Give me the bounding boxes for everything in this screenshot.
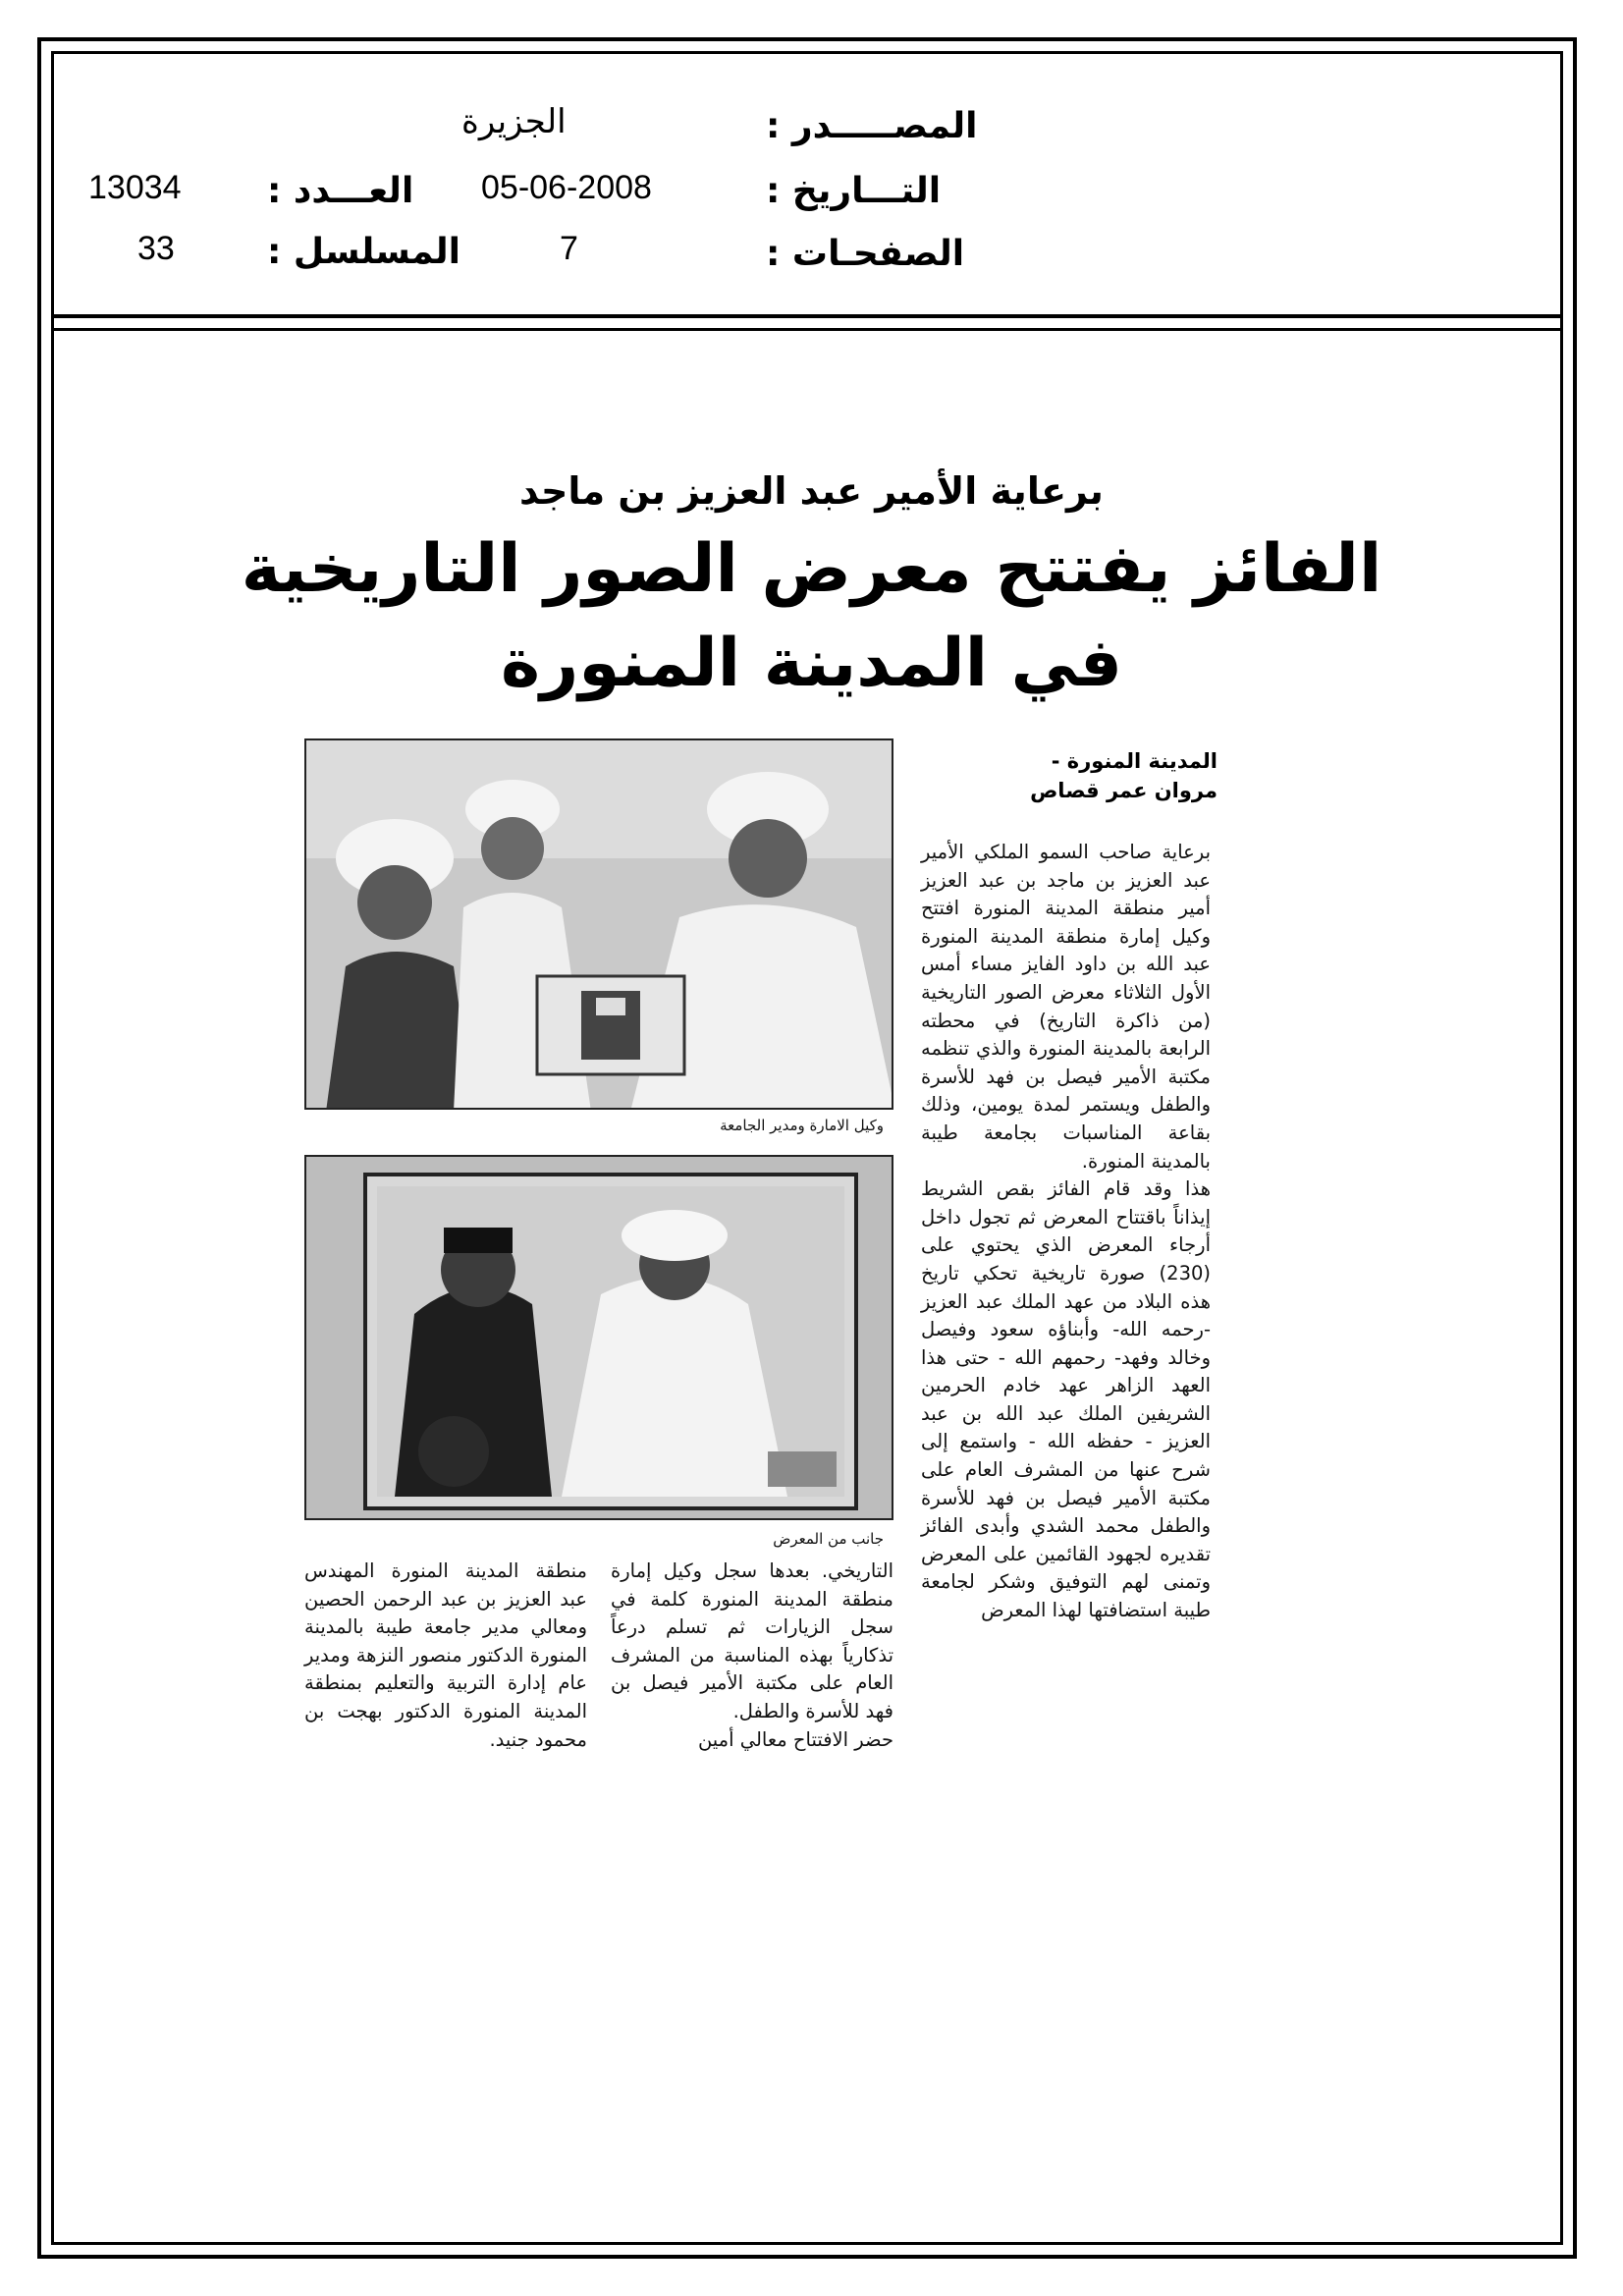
photo-officials-caption: وكيل الامارة ومدير الجامعة (720, 1117, 884, 1134)
article-paragraph: برعاية صاحب السمو الملكي الأمير عبد العزيز بن ماجد بن عبد العزيز أمير منطقة المدينة المنورة افتتح وكيل إمارة منطقة المدينة المنورة عبد الله بن داود الفايز مساء أمس الأول الثلاثاء معرض الصور التاريخية (من ذاكرة التاريخ) في محطته الرابعة بالمدينة المنورة والذي تنظمه مكتبة الأمير فيصل بن فهد للأسرة والطفل ويستمر لمدة يومين، وذلك بقاعة المناسبات بجامعة طيبة بالمدينة المنورة. (921, 841, 1211, 1173)
issue-value: 13034 (88, 169, 182, 206)
article-paragraph: هذا وقد قام الفائز بقص الشريط إيذاناً باقتتاح المعرض ثم تجول داخل أرجاء المعرض الذي يحتوي على (230) صورة تاريخية تحكي تاريخ هذه البلاد من عهد الملك عبد العزيز -رحمه الله- وأبناؤه سعود وفيصل وخالد وفهد- رحمهم الله - حتى هذا العهد الزاهر عهد خادم الحرمين الشريفين الملك عبد الله بن عبد العزيز - حفظه الله - واستمع إلى شرح عنها من المشرف العام على مكتبة الأمير فيصل بن فهد للأسرة والطفل محمد الشدي وأبدى الفائز تقديره لجهود القائمين على المعرض وتمنى لهم التوفيق وشكر لجامعة طيبة استضافتها لهذا المعرض (921, 1177, 1211, 1622)
header-divider-inner (51, 328, 1563, 331)
article-headline-line2: في المدينة المنورة (500, 625, 1123, 702)
article-column-left (304, 1558, 587, 1754)
article-paragraph: منطقة المدينة المنورة المهندس عبد العزيز بن عبد الرحمن الحصين ومعالي مدير جامعة طيبة بالمدينة المنورة الدكتور منصور النزهة ومدير عام إدارة التربية والتعليم بمنطقة المدينة المنورة الدكتور بهجت بن محمود جنيد. (304, 1559, 587, 1751)
date-value: 05-06-2008 (481, 169, 652, 206)
photo-exhibition-caption: جانب من المعرض (773, 1530, 884, 1548)
article-column-right (921, 839, 1211, 1625)
photo-exhibition (304, 1155, 893, 1520)
pages-value: 7 (560, 230, 578, 267)
header-divider (51, 314, 1563, 318)
source-label: المصـــــدر : (766, 106, 978, 146)
serial-label: المسلسل : (267, 232, 461, 272)
source-value: الجزيرة (461, 103, 567, 140)
photo-officials (304, 738, 893, 1110)
article-byline (923, 746, 1217, 805)
photo-exhibition-graphic (306, 1157, 893, 1520)
article-headline-line1: الفائز يفتتح معرض الصور التاريخية (241, 530, 1382, 608)
photo-officials-graphic (306, 740, 893, 1110)
byline-location: المدينة المنورة - (1051, 749, 1217, 773)
article-kicker: برعاية الأمير عبد العزيز بن ماجد (519, 469, 1104, 513)
article-paragraph: حضر الافتتاح معالي أمين (697, 1727, 893, 1751)
article-paragraph: التاريخي. بعدها سجل وكيل إمارة منطقة المدينة المنورة كلمة في سجل الزيارات ثم تسلم درعاً تذكارياً بهذه المناسبة من المشرف العام على مكتبة الأمير فيصل بن فهد للأسرة والطفل. (611, 1559, 893, 1722)
article-column-middle (611, 1558, 893, 1754)
serial-value: 33 (137, 230, 175, 267)
byline-author: مروان عمر قصاص (1030, 779, 1217, 802)
page-frame-inner (51, 51, 1563, 2245)
issue-label: العـــدد : (267, 171, 414, 211)
pages-label: الصفحـات : (766, 234, 965, 274)
date-label: التـــاريخ : (766, 171, 942, 211)
